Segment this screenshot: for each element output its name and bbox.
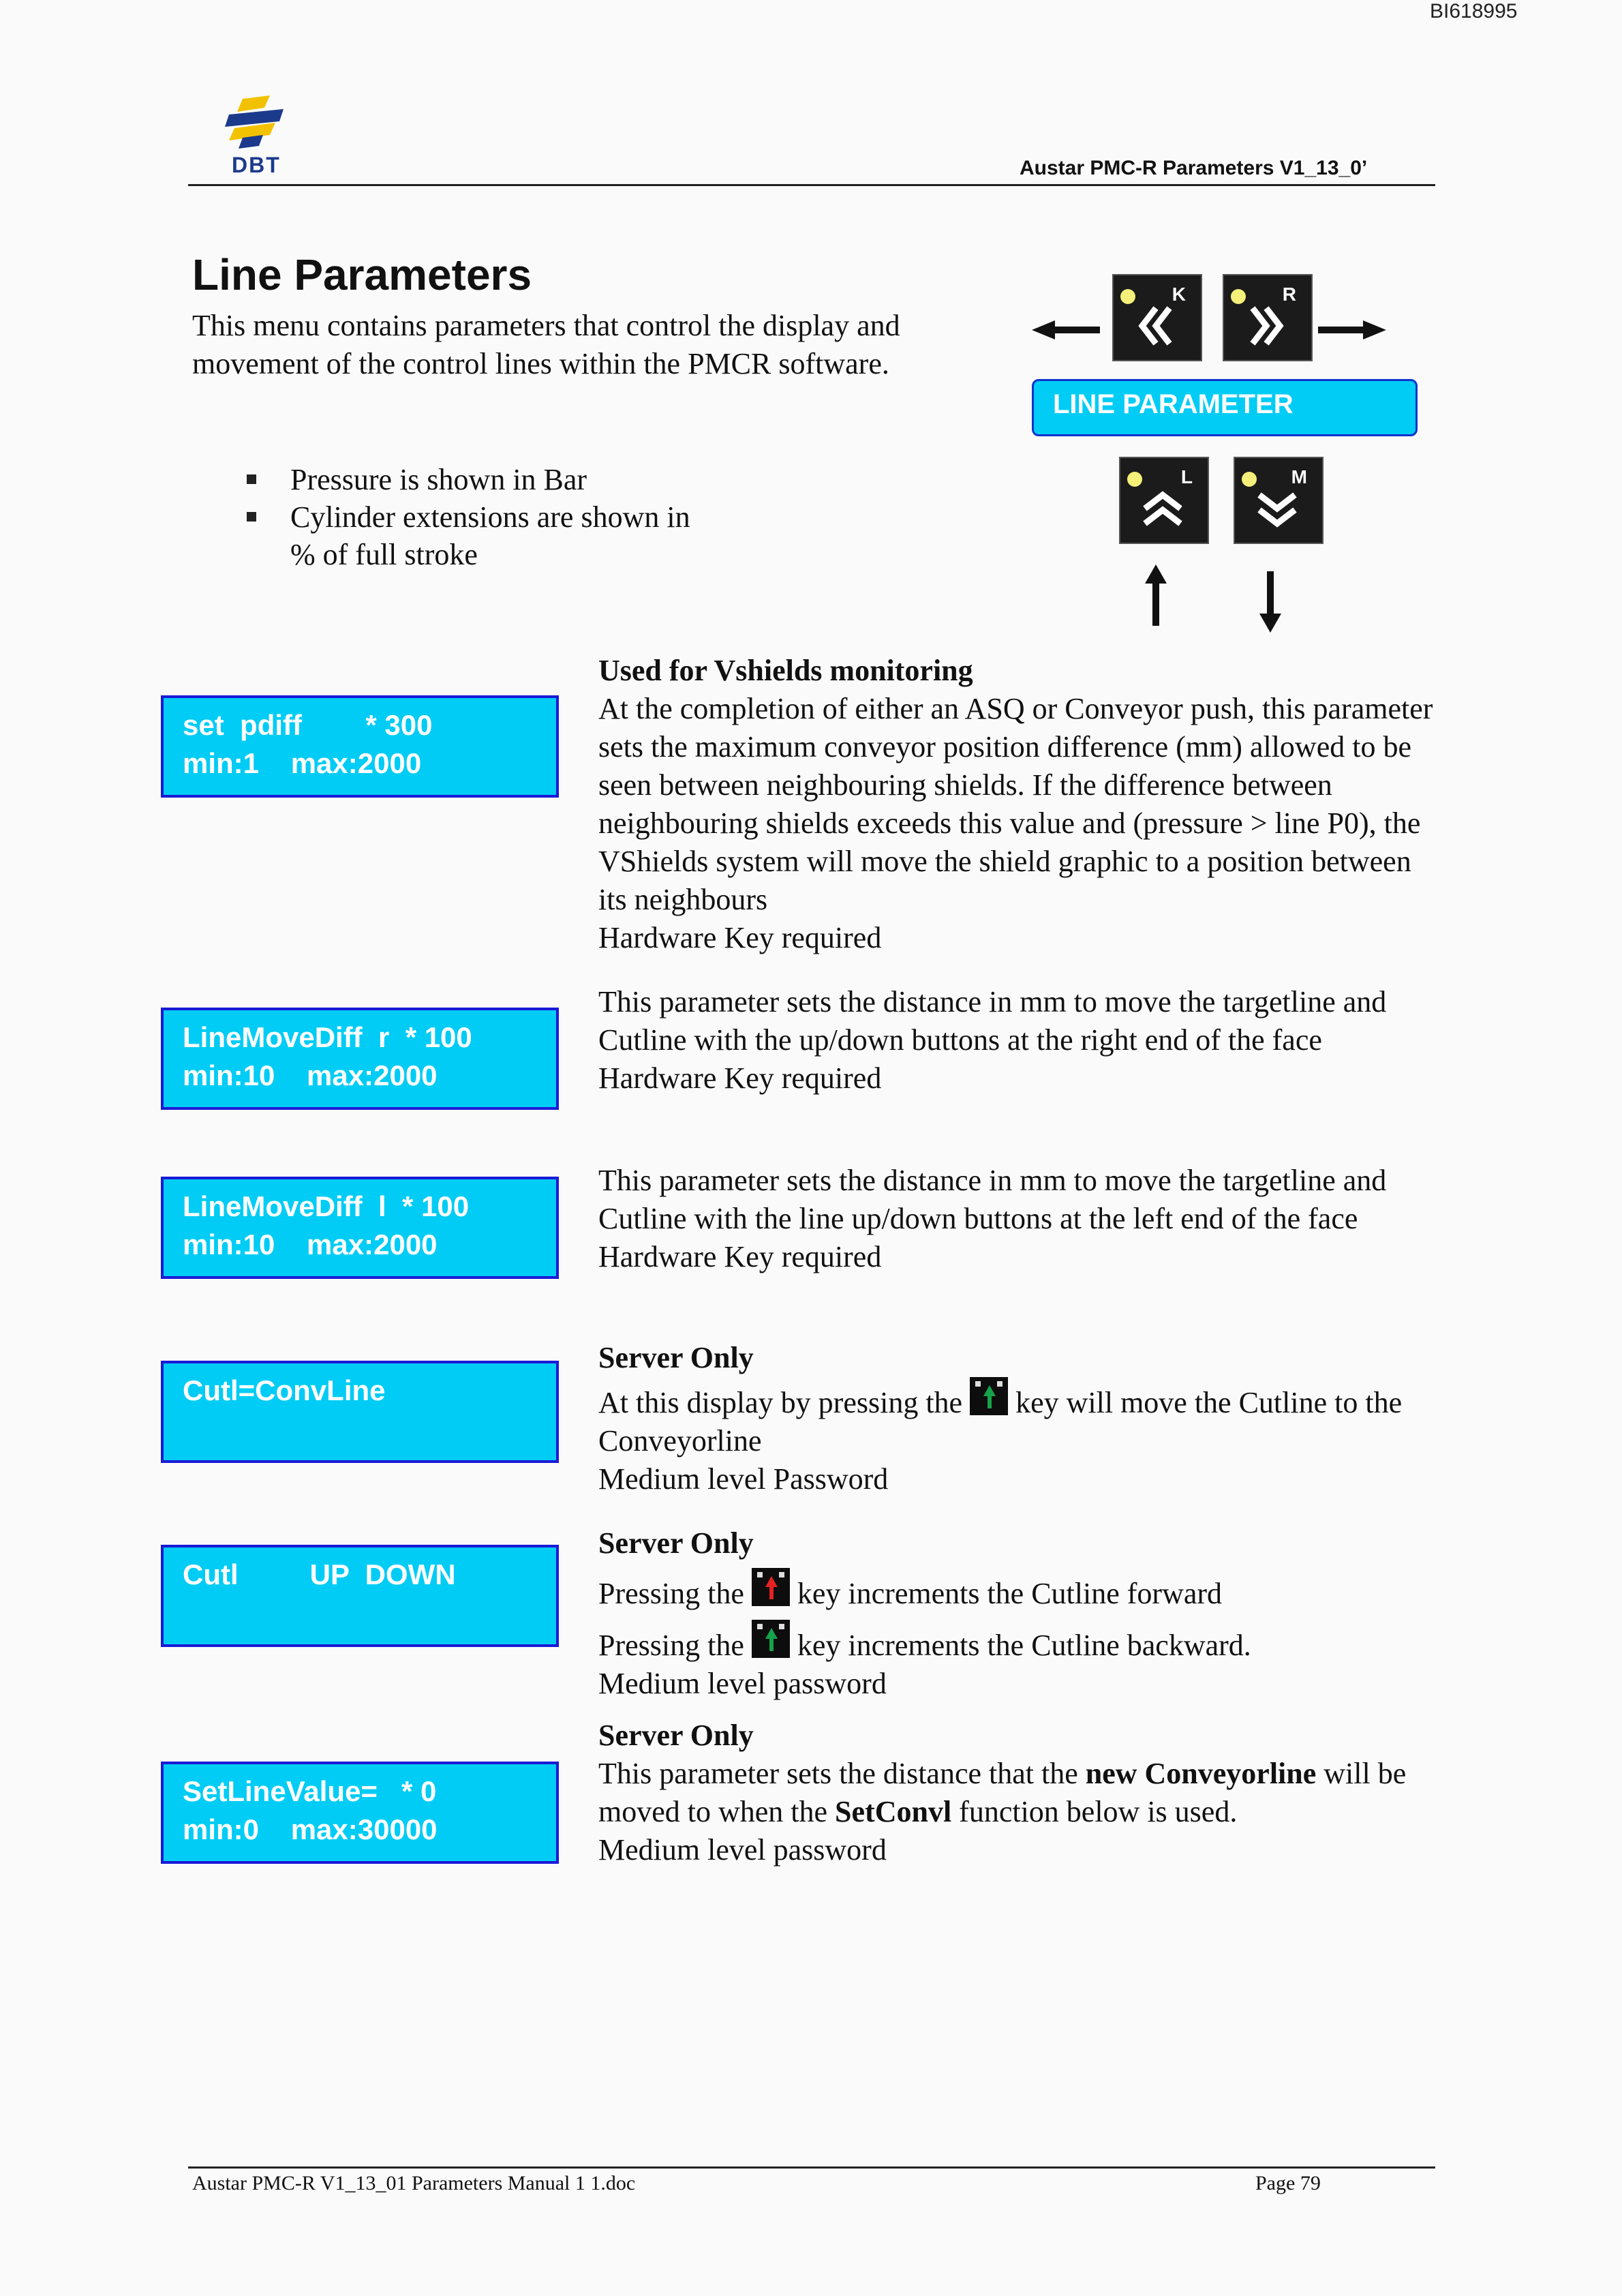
lcd-display-cutl-convline: Cutl=ConvLine [161,1361,559,1463]
green-key-icon [970,1377,1008,1415]
double-chevron-left-icon [1133,303,1180,350]
double-chevron-right-icon [1243,303,1291,350]
arrow-up-icon [1145,564,1167,629]
lcd-display-linemovediff-l: LineMoveDiff l * 100 min:10 max:2000 [161,1177,559,1279]
dbt-logo [222,95,290,184]
param-description: Server Only Pressing the key increments the Cutline forward Pressing the key increments the Cutline backward. Medium level password [598,1526,1251,1700]
footer-page-number: Page 79 [1255,2172,1321,2194]
footer-rule [188,2166,1435,2169]
param-description: Server Only At this display by pressing the key will move the Cutline to the Conveyorline Medium level Password [598,1341,1403,1496]
bullet-icon [247,512,256,522]
param-description: Used for Vshields monitoring At the completion of either an ASQ or Conveyor push, this parameter sets the maximum conveyor position difference (mm) allowed to be seen between neighbouring shields. If the difference between neighbouring shields exceeds this value and (pressure > line P0), the VShields system will move the shield graphic to a position between its neighbours Hardware Key required [598,654,1433,954]
intro-paragraph: This menu contains parameters that control the display and movement of the control lines within the PMCR software. [192,309,900,380]
red-key-icon [752,1568,790,1606]
line-parameter-banner: LINE PARAMETER [1032,379,1418,436]
lcd-display-cutl-up-down: Cutl UP DOWN [161,1545,559,1647]
double-chevron-down-icon [1254,485,1302,533]
key-l-button[interactable]: L [1119,457,1209,544]
param-description: This parameter sets the distance in mm to move the targetline and Cutline with the line up/down buttons at the left end of the face Hardware Key required [598,1164,1387,1273]
lcd-display-pdiff: set pdiff * 300 min:1 max:2000 [161,695,559,798]
logo-text: DBT [232,153,281,177]
green-key-icon [752,1620,790,1658]
header-title: Austar PMC-R Parameters V1_13_0’ [1020,157,1368,179]
bullet-item: Cylinder extensions are shown in [232,498,690,536]
key-r-button[interactable]: R [1223,274,1313,361]
bullet-icon [247,474,256,484]
bullet-list [232,461,690,573]
dbt-logo-icon [222,95,290,150]
document-id: BI618995 [1430,0,1518,22]
lcd-display-linemovediff-r: LineMoveDiff r * 100 min:10 max:2000 [161,1008,559,1110]
led-icon [1120,289,1135,304]
page-title: Line Parameters [192,250,532,299]
double-chevron-up-icon [1139,485,1187,533]
arrow-left-icon [1032,320,1100,339]
key-m-button[interactable]: M [1234,457,1323,544]
header-rule [188,184,1435,186]
key-k-button[interactable]: K [1112,274,1202,361]
bullet-continuation: % of full stroke [290,538,478,571]
led-icon [1127,472,1142,487]
lcd-display-setlinevalue: SetLineValue= * 0 min:0 max:30000 [161,1762,559,1864]
bullet-item: Pressure is shown in Bar [232,461,690,498]
param-description: This parameter sets the distance in mm to move the targetline and Cutline with the up/down buttons at the right end of the face Hardware Key required [598,985,1387,1095]
arrow-right-icon [1318,320,1386,339]
footer-filename: Austar PMC-R V1_13_01 Parameters Manual 1 1.doc [192,2172,636,2194]
arrow-down-icon [1259,571,1281,636]
led-icon [1231,289,1246,304]
param-description: Server Only This parameter sets the distance that the new Conveyorline will be moved to when the SetConvl function below is used. Medium level password [598,1719,1407,1867]
led-icon [1242,472,1257,487]
